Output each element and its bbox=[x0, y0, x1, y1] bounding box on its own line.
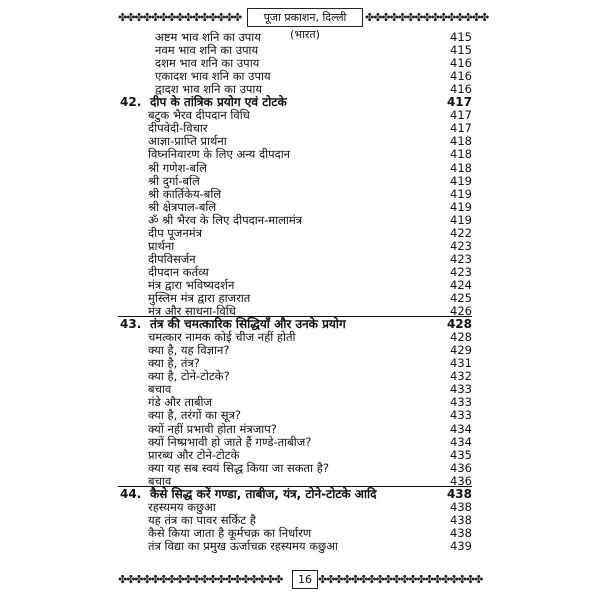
entry-title: कैसे किया जाता है कूर्मचक्र का निर्धारण bbox=[148, 525, 312, 540]
entry-page-number: 426 bbox=[450, 304, 472, 319]
entry-page-number: 433 bbox=[450, 408, 472, 423]
entry-page-number: 432 bbox=[450, 369, 472, 384]
entry-page-number: 424 bbox=[450, 277, 472, 292]
toc-entry-row bbox=[0, 226, 600, 240]
entry-title: यह तंत्र का पावर सर्किट है bbox=[148, 512, 256, 527]
toc-entry-row bbox=[0, 187, 600, 201]
toc-entry-row bbox=[0, 147, 600, 161]
entry-title: अष्टम भाव शनि का उपाय bbox=[155, 30, 261, 44]
entry-title: क्यों निष्प्रभावी हो जाते हैं गण्डे-ताबीज? bbox=[148, 434, 312, 449]
entry-page-number: 415 bbox=[450, 43, 472, 58]
entry-title: श्री क्षेत्रपाल-बलि bbox=[148, 199, 217, 214]
entry-page-number: 418 bbox=[450, 160, 472, 175]
entry-page-number: 434 bbox=[450, 434, 472, 449]
toc-entry-row bbox=[0, 330, 600, 344]
entry-page-number: 435 bbox=[450, 447, 472, 462]
entry-title: दीप पूजनमंत्र bbox=[148, 225, 202, 240]
entry-page-number: 418 bbox=[450, 147, 472, 162]
entry-page-number: 428 bbox=[446, 317, 472, 332]
toc-chapter-row bbox=[0, 317, 600, 331]
entry-title: रहस्यमय कछुआ bbox=[148, 499, 216, 514]
entry-page-number: 423 bbox=[450, 238, 472, 253]
entry-page-number: 415 bbox=[450, 30, 472, 44]
toc-entry-row bbox=[0, 56, 600, 70]
entry-title: प्रारब्ध और टोने-टोटके bbox=[148, 447, 240, 462]
entry-page-number: 436 bbox=[450, 473, 472, 488]
entry-title: क्या है, यह विज्ञान? bbox=[148, 343, 230, 358]
toc-entry-row bbox=[0, 134, 600, 148]
entry-page-number: 434 bbox=[450, 421, 472, 436]
entry-title: नवम भाव शनि का उपाय bbox=[155, 43, 259, 58]
entry-title: क्या यह सब स्वयं सिद्ध किया जा सकता है? bbox=[148, 460, 329, 475]
entry-title: गंडे और ताबीज bbox=[148, 395, 213, 410]
entry-title: श्री दुर्गा-बलि bbox=[148, 173, 200, 188]
entry-title: विघ्ननिवारण के लिए अन्य दीपदान bbox=[148, 147, 291, 162]
toc-entry-row bbox=[0, 200, 600, 214]
entry-title: दीपवेदी-विचार bbox=[148, 121, 208, 136]
entry-page-number: 417 bbox=[450, 108, 472, 123]
entry-page-number: 436 bbox=[450, 460, 472, 475]
header-title: पूजा प्रकाशन, दिल्ली (भारत) bbox=[247, 8, 363, 27]
entry-title: बटुक भैरव दीपदान विधि bbox=[148, 108, 250, 123]
entry-page-number: 422 bbox=[450, 225, 472, 240]
entry-page-number: 428 bbox=[450, 330, 472, 345]
entry-title: दीपविसर्जन bbox=[148, 251, 196, 266]
entry-title: एकादश भाव शनि का उपाय bbox=[155, 69, 271, 84]
entry-page-number: 416 bbox=[450, 56, 472, 71]
entry-page-number: 419 bbox=[450, 186, 472, 201]
entry-page-number: 419 bbox=[450, 173, 472, 188]
entry-page-number: 423 bbox=[450, 264, 472, 279]
toc-entry-row bbox=[0, 461, 600, 475]
entry-page-number: 438 bbox=[446, 486, 472, 501]
toc-entry-row bbox=[0, 82, 600, 96]
toc-entry-row bbox=[0, 108, 600, 122]
toc-entry-row bbox=[0, 526, 600, 540]
entry-title: बचाव bbox=[148, 473, 172, 488]
entry-title: श्री कार्तिकेय-बलि bbox=[148, 186, 222, 201]
toc-entry-row bbox=[0, 239, 600, 253]
entry-page-number: 439 bbox=[450, 538, 472, 553]
entry-title: मुस्लिम मंत्र द्वारा हाजरात bbox=[148, 291, 251, 305]
entry-title: क्या है, टोने-टोटके? bbox=[148, 369, 230, 384]
entry-title: ॐ श्री भैरव के लिए दीपदान-मालामंत्र bbox=[148, 212, 303, 227]
chapter-number: 42. bbox=[120, 95, 142, 110]
footer-ornament-right: ✤✤✤✤✤✤✤✤✤✤✤✤✤✤✤✤✤✤✤✤ bbox=[318, 574, 483, 586]
entry-title: प्रार्थना bbox=[148, 238, 175, 253]
toc-entry-row bbox=[0, 69, 600, 83]
toc-entry-row bbox=[0, 121, 600, 135]
toc-entry-row bbox=[0, 435, 600, 449]
header-ornament-left: ✤✤✤✤✤✤✤✤✤✤✤✤✤✤✤ bbox=[118, 12, 242, 24]
toc-entry-row bbox=[0, 369, 600, 383]
chapter-number: 43. bbox=[120, 317, 142, 332]
entry-page-number: 433 bbox=[450, 382, 472, 397]
entry-page-number: 431 bbox=[450, 356, 472, 371]
chapter-title: कैसे सिद्ध करें गण्डा, ताबीज, यंत्र, टोने-टोटके आदि bbox=[150, 486, 377, 501]
entry-page-number: 416 bbox=[450, 69, 472, 84]
toc-entry-row bbox=[0, 161, 600, 175]
toc-entry-row bbox=[0, 252, 600, 266]
toc-entry-row bbox=[0, 213, 600, 227]
entry-title: क्यों नहीं प्रभावी होता मंत्रजाप? bbox=[148, 421, 277, 436]
chapter-title: दीप के तांत्रिक प्रयोग एवं टोटके bbox=[150, 95, 287, 110]
entry-title: क्या है, तंत्र? bbox=[148, 356, 200, 371]
toc-entry-row bbox=[0, 395, 600, 409]
toc-entry-row bbox=[0, 30, 600, 44]
entry-title: बचाव bbox=[148, 382, 172, 397]
toc-chapter-row bbox=[0, 487, 600, 501]
entry-title: क्या है, तरंगों का सूत्र? bbox=[148, 408, 241, 423]
chapter-number: 44. bbox=[120, 486, 142, 501]
toc-entry-row bbox=[0, 265, 600, 279]
toc-entry-row bbox=[0, 539, 600, 553]
entry-page-number: 423 bbox=[450, 251, 472, 266]
footer-ornament-left: ✤✤✤✤✤✤✤✤✤✤✤✤✤✤✤✤✤✤✤✤ bbox=[118, 574, 283, 586]
toc-entry-row bbox=[0, 500, 600, 514]
toc-entry-row bbox=[0, 174, 600, 188]
entry-title: तंत्र विद्या का प्रमुख ऊर्जाचक्र रहस्यमय कछुआ bbox=[148, 538, 338, 553]
toc-entry-row bbox=[0, 408, 600, 422]
chapter-title: तंत्र की चमत्कारिक सिद्धियाँ और उनके प्रयोग bbox=[150, 317, 346, 332]
toc-entry-row bbox=[0, 291, 600, 305]
entry-page-number: 416 bbox=[450, 82, 472, 97]
entry-page-number: 429 bbox=[450, 343, 472, 358]
entry-page-number: 419 bbox=[450, 199, 472, 214]
page-number: 16 bbox=[292, 570, 318, 589]
toc-entry-row bbox=[0, 448, 600, 462]
entry-title: श्री गणेश-बलि bbox=[148, 160, 207, 175]
entry-title: द्वादश भाव शनि का उपाय bbox=[155, 82, 263, 97]
entry-page-number: 425 bbox=[450, 291, 472, 305]
entry-page-number: 418 bbox=[450, 134, 472, 149]
entry-page-number: 417 bbox=[450, 121, 472, 136]
toc-entry-row bbox=[0, 382, 600, 396]
entry-title: दशम भाव शनि का उपाय bbox=[155, 56, 260, 71]
entry-title: आज्ञा-प्राप्ति प्रार्थना bbox=[148, 134, 227, 149]
toc-entry-row bbox=[0, 513, 600, 527]
header-ornament-right: ✤✤✤✤✤✤✤✤✤✤✤✤✤✤✤ bbox=[365, 12, 489, 24]
toc-entry-row bbox=[0, 356, 600, 370]
entry-page-number: 433 bbox=[450, 395, 472, 410]
toc-chapter-row bbox=[0, 95, 600, 109]
entry-page-number: 438 bbox=[450, 499, 472, 514]
entry-page-number: 438 bbox=[450, 512, 472, 527]
toc-entry-row bbox=[0, 278, 600, 292]
toc-entry-row bbox=[0, 43, 600, 57]
entry-title: चमत्कार नामक कोई चीज नहीं होती bbox=[148, 330, 296, 345]
entry-title: मंत्र और साधना-विधि bbox=[148, 304, 236, 319]
entry-title: दीपदान कर्तव्य bbox=[148, 264, 209, 279]
entry-page-number: 419 bbox=[450, 212, 472, 227]
entry-page-number: 417 bbox=[446, 95, 472, 110]
toc-entry-row bbox=[0, 422, 600, 436]
entry-title: मंत्र द्वारा भविष्यदर्शन bbox=[148, 277, 235, 292]
entry-page-number: 438 bbox=[450, 525, 472, 540]
toc-entry-row bbox=[0, 343, 600, 357]
